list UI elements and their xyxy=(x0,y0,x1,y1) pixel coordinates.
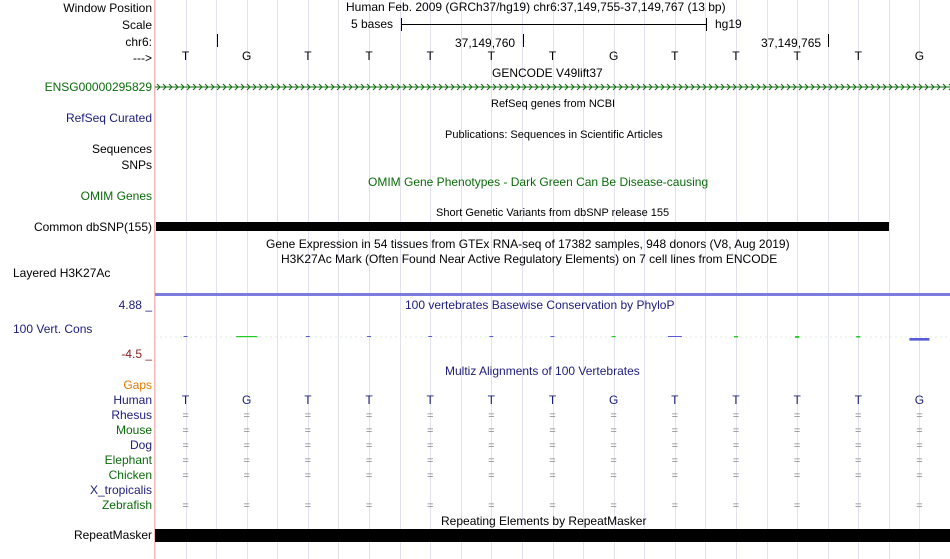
alignment-match: = xyxy=(855,440,862,452)
phylop-bar xyxy=(668,336,682,337)
alignment-match: = xyxy=(610,410,617,422)
base-letter: T xyxy=(793,49,801,63)
scale-label: Scale xyxy=(121,18,152,32)
alignment-match: = xyxy=(304,440,312,452)
alignment-match: = xyxy=(855,425,862,437)
alignment-match: = xyxy=(793,425,801,437)
alignment-match: = xyxy=(243,410,250,422)
omim-label[interactable]: OMIM Genes xyxy=(80,189,152,203)
alignment-match: = xyxy=(732,455,740,467)
alignment-match: = xyxy=(426,425,434,437)
scale-bar-right-tick xyxy=(706,18,707,31)
phylop-min-label: -4.5 _ xyxy=(121,347,152,361)
human-base: T xyxy=(426,393,434,407)
alignment-match: = xyxy=(365,425,373,437)
base-letter: T xyxy=(304,49,312,63)
alignment-match: = xyxy=(243,440,250,452)
scale-bar-left-tick xyxy=(401,18,402,31)
phylop-bar xyxy=(236,336,257,337)
repeatmasker-bar[interactable] xyxy=(155,529,950,542)
position-tick-1 xyxy=(523,34,524,47)
dbsnp-variant-bar[interactable] xyxy=(156,222,889,231)
base-letter: T xyxy=(487,49,496,63)
alignment-match: = xyxy=(610,425,617,437)
window-position-title: Human Feb. 2009 (GRCh37/hg19) chr6:37,149,755-37,149,767 (13 bp) xyxy=(346,0,726,14)
sequences-label[interactable]: Sequences xyxy=(91,142,152,156)
snps-label[interactable]: SNPs xyxy=(121,158,152,172)
alignment-match: = xyxy=(182,470,189,482)
scale-text: 5 bases xyxy=(351,17,394,31)
phylop-bar xyxy=(428,336,432,337)
alignment-match: = xyxy=(243,425,250,437)
window-position-label: Window Position xyxy=(63,1,152,15)
base-letter: T xyxy=(181,49,190,63)
alignment-match: = xyxy=(855,455,862,467)
human-base: G xyxy=(242,393,252,407)
alignment-match: = xyxy=(182,500,189,512)
gtex-track-title[interactable]: Gene Expression in 54 tissues from GTEx RNA-seq of 17382 samples, 948 donors (V8, Aug 2019) xyxy=(266,237,790,251)
alignment-match: = xyxy=(671,410,679,422)
alignment-match: = xyxy=(488,470,495,482)
alignment-match: = xyxy=(671,425,679,437)
species-label[interactable]: Chicken xyxy=(108,468,152,482)
base-letter: T xyxy=(854,49,862,63)
alignment-match: = xyxy=(916,500,923,512)
alignment-match: = xyxy=(916,440,923,452)
alignment-match: = xyxy=(243,500,250,512)
alignment-match: = xyxy=(793,455,801,467)
h3k27ac-track-title[interactable]: H3K27Ac Mark (Often Found Near Active Regulatory Elements) on 7 cell lines from ENCODE xyxy=(281,252,778,266)
alignment-match: = xyxy=(488,425,495,437)
dbsnp-label[interactable]: Common dbSNP(155) xyxy=(33,220,152,234)
alignment-match: = xyxy=(488,500,495,512)
phylop-plot[interactable] xyxy=(155,330,950,345)
alignment-match: = xyxy=(549,425,556,437)
species-label[interactable]: Dog xyxy=(129,438,152,452)
alignment-match: = xyxy=(793,410,801,422)
alignment-match: = xyxy=(182,410,189,422)
human-base: T xyxy=(548,393,557,407)
alignment-match: = xyxy=(549,455,556,467)
alignment-match: = xyxy=(426,470,434,482)
base-letter: G xyxy=(608,49,619,63)
alignment-match: = xyxy=(182,455,189,467)
position-label-2: 37,149,765 xyxy=(761,36,822,50)
alignment-match: = xyxy=(610,440,617,452)
base-letter: G xyxy=(914,49,925,63)
phylop-bar xyxy=(795,336,799,338)
phylop-bar xyxy=(909,338,929,341)
alignment-match: = xyxy=(243,455,250,467)
alignment-match: = xyxy=(365,455,373,467)
publications-track-title[interactable]: Publications: Sequences in Scientific Articles xyxy=(445,129,663,141)
phylop-track-title[interactable]: 100 vertebrates Basewise Conservation by PhyloP xyxy=(405,298,675,312)
alignment-match: = xyxy=(732,500,740,512)
human-base: G xyxy=(914,393,925,407)
alignment-match: = xyxy=(549,500,556,512)
alignment-match: = xyxy=(304,410,312,422)
alignment-match: = xyxy=(916,470,923,482)
alignment-match: = xyxy=(793,470,801,482)
alignment-match: = xyxy=(426,410,434,422)
alignment-match: = xyxy=(243,470,250,482)
alignment-match: = xyxy=(610,455,617,467)
alignment-match: = xyxy=(732,425,740,437)
human-base: T xyxy=(671,393,679,407)
gaps-label[interactable]: Gaps xyxy=(123,378,152,392)
h3k27ac-label[interactable]: Layered H3K27Ac xyxy=(13,266,111,280)
alignment-match: = xyxy=(732,470,740,482)
gencode-gene-label[interactable]: ENSG00000295829 xyxy=(44,80,152,94)
alignment-match: = xyxy=(426,455,434,467)
species-label[interactable]: Human xyxy=(113,393,152,407)
species-label[interactable]: X_tropicalis xyxy=(89,483,152,497)
alignment-match: = xyxy=(304,425,312,437)
phylop-bar xyxy=(489,336,493,337)
base-letter: T xyxy=(671,49,679,63)
phylop-bar xyxy=(734,336,738,337)
alignment-match: = xyxy=(182,440,189,452)
alignment-match: = xyxy=(304,470,312,482)
alignment-match: = xyxy=(610,500,617,512)
human-base: T xyxy=(304,393,312,407)
base-letter: T xyxy=(548,49,557,63)
alignment-match: = xyxy=(793,440,801,452)
alignment-match: = xyxy=(855,500,862,512)
alignment-match: = xyxy=(488,440,495,452)
phylop-bar xyxy=(184,336,188,337)
alignment-match: = xyxy=(365,410,373,422)
alignment-match: = xyxy=(732,410,740,422)
alignment-match: = xyxy=(671,455,679,467)
phylop-top-line xyxy=(155,293,950,296)
alignment-match: = xyxy=(610,470,617,482)
species-label[interactable]: Mouse xyxy=(115,423,152,437)
human-base: T xyxy=(854,393,862,407)
dbsnp-track-title[interactable]: Short Genetic Variants from dbSNP release 155 xyxy=(436,207,670,219)
scale-bar xyxy=(401,24,707,25)
refseq-label[interactable]: RefSeq Curated xyxy=(65,111,152,125)
alignment-match: = xyxy=(549,440,556,452)
base-letter: T xyxy=(732,49,740,63)
strand-label: ---> xyxy=(133,51,152,65)
alignment-match: = xyxy=(916,410,923,422)
human-base: G xyxy=(608,393,619,407)
multiz-track-title[interactable]: Multiz Alignments of 100 Vertebrates xyxy=(445,364,640,378)
alignment-match: = xyxy=(488,455,495,467)
gencode-gene-line[interactable] xyxy=(155,82,950,92)
repeatmasker-label[interactable]: RepeatMasker xyxy=(73,528,152,542)
alignment-match: = xyxy=(304,455,312,467)
base-letter: T xyxy=(426,49,434,63)
repeatmasker-track-title[interactable]: Repeating Elements by RepeatMasker xyxy=(441,514,647,528)
human-base: T xyxy=(732,393,740,407)
alignment-match: = xyxy=(549,470,556,482)
alignment-match: = xyxy=(365,470,373,482)
species-label[interactable]: Rhesus xyxy=(111,408,152,422)
human-base: T xyxy=(181,393,190,407)
assembly-label: hg19 xyxy=(715,17,742,31)
phylop-bar xyxy=(856,336,860,338)
alignment-match: = xyxy=(182,425,189,437)
track-area[interactable] xyxy=(155,0,950,559)
human-base: T xyxy=(487,393,496,407)
phylop-bar xyxy=(612,336,616,337)
gencode-track-title[interactable]: GENCODE V49lift37 xyxy=(492,66,603,80)
alignment-match: = xyxy=(671,500,679,512)
alignment-match: = xyxy=(426,440,434,452)
phylop-max-label: 4.88 _ xyxy=(118,298,152,312)
alignment-match: = xyxy=(855,470,862,482)
human-base: T xyxy=(365,393,373,407)
alignment-match: = xyxy=(426,500,434,512)
alignment-match: = xyxy=(365,440,373,452)
phylop-track-label[interactable]: 100 Vert. Cons xyxy=(13,322,93,336)
alignment-match: = xyxy=(916,425,923,437)
alignment-match: = xyxy=(855,410,862,422)
base-letter: G xyxy=(242,49,252,63)
phylop-bar xyxy=(306,336,310,337)
position-tick-2 xyxy=(828,34,829,47)
chrom-label: chr6: xyxy=(125,35,152,49)
alignment-match: = xyxy=(549,410,556,422)
alignment-match: = xyxy=(916,455,923,467)
phylop-bar xyxy=(551,336,555,337)
position-label-1: 37,149,760 xyxy=(455,36,516,50)
alignment-match: = xyxy=(793,500,801,512)
phylop-bar xyxy=(367,336,371,337)
alignment-match: = xyxy=(671,470,679,482)
alignment-match: = xyxy=(671,440,679,452)
alignment-match: = xyxy=(304,500,312,512)
species-label[interactable]: Zebrafish xyxy=(101,498,152,512)
chrom-tick-left xyxy=(217,34,218,47)
alignment-match: = xyxy=(488,410,495,422)
refseq-track-title[interactable]: RefSeq genes from NCBI xyxy=(491,98,616,110)
species-label[interactable]: Elephant xyxy=(104,453,152,467)
alignment-match: = xyxy=(365,500,373,512)
human-base: T xyxy=(793,393,801,407)
base-letter: T xyxy=(365,49,373,63)
alignment-match: = xyxy=(732,440,740,452)
omim-track-title[interactable]: OMIM Gene Phenotypes - Dark Green Can Be Disease-causing xyxy=(368,175,709,189)
